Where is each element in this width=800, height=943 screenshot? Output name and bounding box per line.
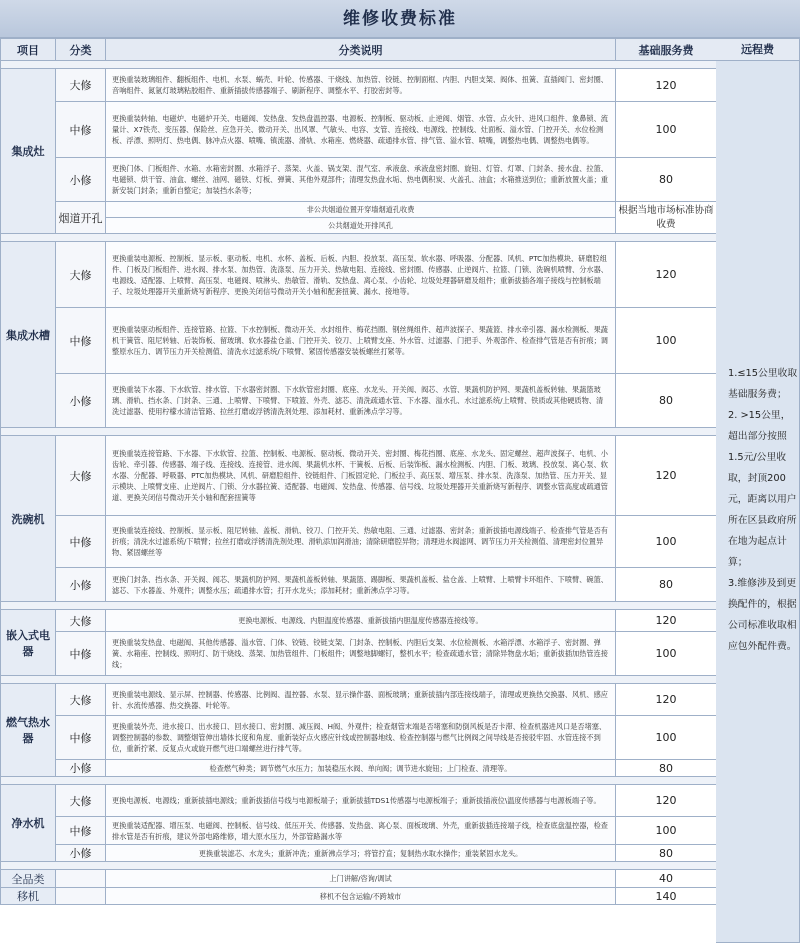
description-cell: 上门讲解/咨询/调试 (106, 870, 616, 888)
category-cell: 大修 (56, 684, 106, 716)
section-name: 洗碗机 (1, 436, 56, 602)
fee-cell: 80 (616, 760, 717, 777)
description-cell: 更换电源板、电源线、内胆温度传感器、重新拔插内胆温度传感器连接线等。 (106, 610, 616, 632)
section-name: 移机 (1, 888, 56, 905)
fee-cell: 80 (616, 568, 717, 602)
fee-cell: 100 (616, 516, 717, 568)
remote-note: 3.维修涉及到更换配件的，根据公司标准收取相应包外配件费。 (728, 578, 797, 652)
description-cell: 检查燃气种类；调节燃气水压力；加装稳压水阀、单向阀；调节进水旋钮；上门检查、清理等。 (106, 760, 616, 777)
description-cell: 非公共烟道位置开穿墙烟道孔收费 (106, 202, 616, 218)
fee-cell: 40 (616, 870, 717, 888)
section-name: 集成灶 (1, 69, 56, 234)
remote-note: 1.≤15公里收取基础服务费； (728, 368, 798, 400)
fee-cell: 120 (616, 242, 717, 308)
table-row (1, 760, 717, 777)
fee-cell: 80 (616, 158, 717, 202)
table-row (1, 69, 717, 102)
category-cell: 大修 (56, 436, 106, 516)
fee-cell: 140 (616, 888, 717, 905)
table-row (1, 568, 717, 602)
category-cell: 大修 (56, 242, 106, 308)
description-cell: 更换门封条、挡水条、开关阀、阀芯、果蔬机防护网、果蔬机盖板转轴、果蔬篮、踢脚板、果蔬机盖板、盐仓盖、上喷臂、上喷臂卡环组件、下喷臂、碗篮、滤芯、下水器盖、外观件；调整水压；疏通排水管；打开水龙头；添加耗材；重新沸点学习等。 (106, 568, 616, 602)
table-row (1, 610, 717, 632)
description-cell: 更换重装玻璃组件、翻板组件、电机、水泵、蜗壳、叶轮、传感器、干烧线、加热管、铰链、控制面框、内胆、内胆支架、阀体、扭簧、直插阀门、密封圈、音响组件、氮氩灯玻璃粘胶组件、重新插拔传感器端子、刷新程序、调整水平、打胶密封等。 (106, 69, 616, 102)
table-row (1, 202, 717, 218)
table-row (1, 242, 717, 308)
table-row (1, 817, 717, 845)
description-cell: 更换重装下水器、下水软管、排水管、下水器密封圈、下水软管密封圈、底座、水龙头、开关阀、阀芯、水管、果蔬机防护网、果蔬机盖板转轴、果蔬篮玻璃、滑轨、挡水条、门封条、三通、上喷臂、下喷臂、下喷篮、外壳、滤芯、清洗疏通水管、下水器、溢水孔、水过滤系统/上喷臂、铁质或其他硬质物、清洗过滤器、使用柠檬水清洁管路、拉丝打磨或浮锈清洗剂处理、添加耗材、重新沸点学习等。 (106, 374, 616, 428)
category-cell: 小修 (56, 158, 106, 202)
fee-cell: 100 (616, 102, 717, 158)
description-cell: 更换重装电源线、显示屏、控制器、传感器、比例阀、温控器、水泵、显示操作器、面板玻璃；重新拔插内部连接线端子，清理或更换热交换器、风机、感应针、水流传感器、热交换器、叶轮等。 (106, 684, 616, 716)
fee-cell: 120 (616, 436, 717, 516)
remote-fee-notes (728, 363, 798, 657)
category-cell: 大修 (56, 69, 106, 102)
remote-note: 2. >15公里，超出部分按照1.5元/公里收取，封顶200元，距离以用户所在区县政府所在地为起点计算； (728, 410, 797, 568)
category-cell: 中修 (56, 716, 106, 760)
table-row (1, 716, 717, 760)
description-cell: 更换重装电源板、控制板、显示板、驱动板、电机、水杯、盖板、后板、内胆、投放泵、高压泵、软水器、呼吸器、分配器、风机、PTC加热模块、研磨腔组件、门板及门板组件、进水阀、排水泵、加热管、洗涤泵、压力开关、热敏电阻、连接线、密封圈、传感器、止逆阀片、拉篮、门锁、洗碗机喷臂、分水器、电源线、适配器、上喷臂、高压泵、电磁阀、喷淋头、热敏管、滑轨、发热盘、离心泵、小齿轮、垃圾处理器研磨及组件；重新拔插各端子接线与控制板端子、垃圾处理器开关重新烧写新程序、更换关闭信号微动开关小轴和配套扭簧、漏水、接地等。 (106, 242, 616, 308)
header-description: 分类说明 (106, 39, 616, 61)
category-cell: 烟道开孔 (56, 202, 106, 234)
category-cell: 中修 (56, 308, 106, 374)
fee-cell: 80 (616, 374, 717, 428)
category-cell: 小修 (56, 760, 106, 777)
header-base-fee: 基础服务费 (616, 39, 717, 61)
fee-cell: 100 (616, 308, 717, 374)
table-row (1, 845, 717, 862)
section-name: 集成水槽 (1, 242, 56, 428)
section-name: 嵌入式电器 (1, 610, 56, 676)
category-cell: 中修 (56, 817, 106, 845)
table-row (1, 516, 717, 568)
page-title: 维修收费标准 (0, 0, 800, 38)
category-cell: 大修 (56, 610, 106, 632)
table-row (1, 436, 717, 516)
description-cell: 更换重装连接管路、下水器、下水软管、拉篮、控制板、电源板、驱动板、微动开关、密封圈、梅花挡圈、底座、水龙头、固定螺丝、超声波探子、电机、小齿轮、牵引器、传感器、端子线、连接线、连接管、进水阀、果蔬机水杯、干簧板、后板、后装饰板、漏水检测板、内胆、门板、玻璃、投放泵、离心泵、软水器、分配器、呼吸器、PTC加热模块、风机、研磨腔组件、铰链组件、门板固定轮、门板拉手、高压泵、增压泵、排水泵、洗涤泵、加热管、压力开关、显示模块、上喷臂支座、止逆阀片、门锁、分水器拉簧、适配器、电磁阀、发热盘、传感器、信号线、垃圾处理器开关重新烧写新程序、调整水管高度或疏通管道、更换关闭信号微动开关小轴和配套扭簧等 (106, 436, 616, 516)
description-cell: 移机不包含运输/不跨城市 (106, 888, 616, 905)
remote-fee-panel (716, 61, 800, 943)
table-header-row (1, 39, 717, 61)
description-cell: 更换重装连接线、控制板、显示板、阻尼转轴、盖板、滑轨、铰刀、门控开关、热敏电阻、三通、过滤器、密封条；重新拔插电源线端子、检查排气管是否有折痕；清洗水过滤系统/下喷臂；拉丝打磨或浮锈清洗剂处理、滑轨添加润滑油；清除研磨腔异物；清理进水阀滤网、调节压力开关检测值、清理密封位置异物、紧固螺丝等 (106, 516, 616, 568)
table-row (1, 374, 717, 428)
category-cell: 小修 (56, 568, 106, 602)
section-name: 燃气热水器 (1, 684, 56, 777)
fee-cell: 根据当地市场标准协商收费 (616, 202, 717, 234)
header-category: 分类 (56, 39, 106, 61)
table-row (1, 218, 717, 234)
description-cell: 公共烟道处开排风孔 (106, 218, 616, 234)
description-cell: 更换重装驱动板组件、连接管路、拉篮、下水控制板、微动开关、水封组件、梅花挡圈、钢丝绳组件、超声波探子、果蔬篮、排水牵引器、漏水检测板、果蔬机干簧管、阻尼转轴、后装饰板、留玻璃、软水器盐仓盖、门控开关、铰刀、上喷臂支座、外水管、过滤器、门把手、外观部件、检查排气管是否有折痕；调整原水压力、调节压力开关检测值、清洗水过滤系统/下喷臂、紧固传感器安装板螺丝打紧等。 (106, 308, 616, 374)
description-cell: 更换重装转轴、电磁炉、电磁炉开关、电磁阀、发热盘、发热盘温控器、电源板、控制板、驱动板、止逆阀、烟管、水管、点火针、进风口组件、象鼻锁、流量计、X7铁壳、变压器、保险丝、应急开关、微动开关、出风罩、气敏头、电容、支管、连接线、电源线、控制线、灶面板、溢水管、门控开关、水位检测板、浮漂、照明灯、热电偶、脉冲点火器、喷嘴、镇流器、滑轨、水箱座、燃烧器、疏通排水管、排气管、溢水管、喷嘴，调整热电偶、调整热电偶等。 (106, 102, 616, 158)
table-row (1, 684, 717, 716)
header-project: 项目 (1, 39, 56, 61)
fee-cell: 80 (616, 845, 717, 862)
header-remote-fee: 远程费 (716, 38, 800, 61)
fee-cell: 100 (616, 632, 717, 676)
description-cell: 更换电源板、电源线；重新拔插电源线；重新拔插信号线与电源板端子；重新拔插TDS1传感器与电源板端子；重新拔插液位\温度传感器与电源板端子等。 (106, 785, 616, 817)
description-cell: 更换重装发热盘、电磁阀、其他传感器、溢水管、门体、铰链、铰链支架、门封条、控制板、内胆后支架、水位检测板、水箱浮漂、水箱浮子、密封圈、弹簧、水箱座、控制线、照明灯、防干烧线、蒸架、加热管组件、门板组件；调整地脚螺钉，整机水平；检查疏通水管；清除异物盘水垢；重新拔插加热管连接线； (106, 632, 616, 676)
fee-cell: 120 (616, 610, 717, 632)
fee-cell: 120 (616, 69, 717, 102)
description-cell: 更换重装外壳、进水接口、出水接口、回水接口、密封圈、减压阀、H阀、外观件；检查烟管末端是否堵塞和防倒风板是否卡滞、检查机器进风口是否堵塞、调整控制器的参数、调整烟管伸出墙体长度和角度、重新装好点火感应针线或控制器地线、检查控制器与燃气比例阀之间导线是否接驳牢固、水管连接不到位，重新拧紧、反复点火或旋开燃气进口端螺丝进行排气等。 (106, 716, 616, 760)
table-row (1, 888, 717, 905)
description-cell: 更换重装适配器、增压泵、电磁阀、控制板、信号线、低压开关、传感器、发热盘、离心泵、面板玻璃、外壳，重新拔插连接端子线，检查底盘温控器，检查排水管是否有折痕，建议外部电路维修，增大原水压力，外部管路漏水等 (106, 817, 616, 845)
table-row (1, 870, 717, 888)
section-name: 净水机 (1, 785, 56, 862)
category-cell: 小修 (56, 845, 106, 862)
fee-cell: 100 (616, 716, 717, 760)
fee-table (0, 38, 717, 905)
category-cell: 中修 (56, 632, 106, 676)
section-name: 全品类 (1, 870, 56, 888)
fee-cell: 120 (616, 785, 717, 817)
table-row (1, 632, 717, 676)
description-cell: 更换重装滤芯、水龙头；重新冲洗；重新沸点学习；将管拧直；复制热水取水操作；重装紧固水龙头。 (106, 845, 616, 862)
fee-cell: 120 (616, 684, 717, 716)
table-row (1, 308, 717, 374)
table-row (1, 158, 717, 202)
category-cell: 大修 (56, 785, 106, 817)
category-cell: 中修 (56, 102, 106, 158)
fee-cell: 100 (616, 817, 717, 845)
category-cell: 中修 (56, 516, 106, 568)
table-row (1, 102, 717, 158)
category-cell: 小修 (56, 374, 106, 428)
table-row (1, 785, 717, 817)
description-cell: 更换门体、门板组件、水箱、水箱密封圈、水箱浮子、蒸架、火盖、锅支架、混气室、承液盘、承液盘密封圈、旋钮、灯管、灯罩、门封条、接水盘、拉篮、电磁锁、烘干管、油盒、螺丝、油网、磁铁、灯板、弹簧、其他外观部件；清理发热盘水垢、热电偶积炭、火盖孔、油盒；水箱推送到位；重新放置火盖；重新安装门封条；重新自整定；加装挡水条等； (106, 158, 616, 202)
